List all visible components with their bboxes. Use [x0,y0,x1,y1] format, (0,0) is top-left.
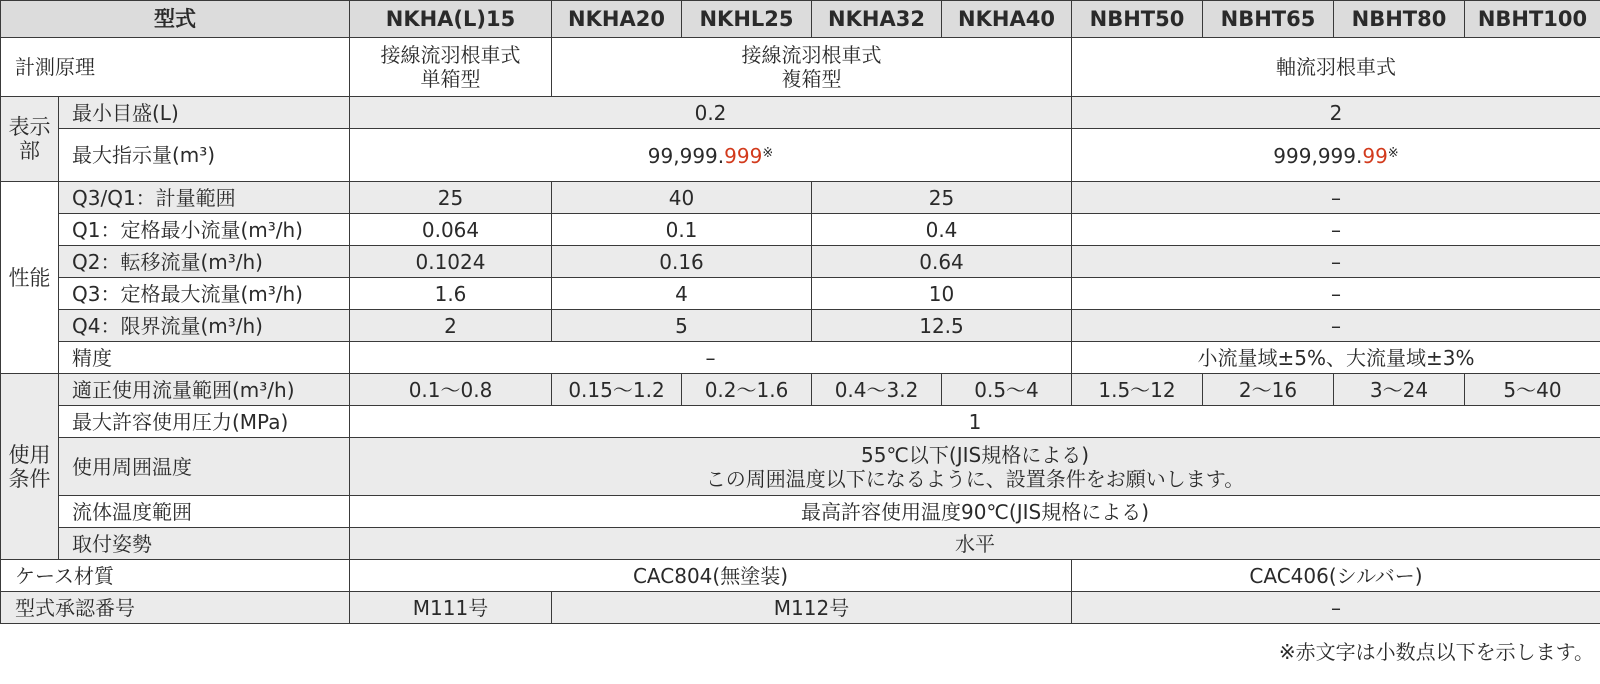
perf-value: 0.064 [350,214,552,246]
perf-value: 0.16 [552,246,812,278]
flow-range-value: 3〜24 [1334,374,1465,406]
flow-range-value: 1.5〜12 [1072,374,1203,406]
perf-value: 0.1 [552,214,812,246]
principle-row [1,38,1600,97]
flow-range-value: 0.15〜1.2 [552,374,682,406]
principle-axial: 軸流羽根車式 [1072,38,1600,97]
header-row [1,1,1600,38]
principle-label: 計測原理 [1,38,350,97]
principle-multi-line1: 接線流羽根車式 [741,43,882,67]
fluid-temp-value: 最高許容使用温度90℃(JIS規格による) [350,496,1600,528]
min-scale-a: 0.2 [350,97,1072,129]
perf-value: – [1072,214,1600,246]
type-label: 型式 [1,1,350,38]
perf-label: Q4：限界流量(m³/h) [59,310,350,342]
note-mark: ※ [1387,146,1399,161]
perf-value: – [1072,246,1600,278]
perf-value: – [1072,182,1600,214]
perf-row [1,214,1600,246]
model-header: NKHA(L)15 [350,1,552,38]
max-display-a [350,129,1072,182]
perf-value: 4 [552,278,812,310]
flow-range-value: 0.2〜1.6 [682,374,812,406]
perf-value: 0.1024 [350,246,552,278]
perf-value: – [1072,278,1600,310]
perf-value: 5 [552,310,812,342]
display-category: 表示部 [1,97,59,182]
max-display-row [1,129,1600,182]
accuracy-a: – [350,342,1072,374]
perf-value: 0.64 [812,246,1072,278]
fluid-temp-label: 流体温度範囲 [59,496,350,528]
perf-value: 12.5 [812,310,1072,342]
model-header: NBHT50 [1072,1,1203,38]
perf-value: 10 [812,278,1072,310]
model-header: NBHT100 [1465,1,1600,38]
mount-label: 取付姿勢 [59,528,350,560]
note-mark: ※ [762,146,774,161]
model-header: NBHT65 [1203,1,1334,38]
usage-category: 使用条件 [1,374,59,560]
max-display-b-decimal: 99 [1362,144,1388,168]
ambient-label: 使用周囲温度 [59,438,350,496]
accuracy-label: 精度 [59,342,350,374]
accuracy-b: 小流量域±5%、大流量域±3% [1072,342,1600,374]
max-display-a-int: 99,999. [647,144,725,168]
max-display-b [1072,129,1600,182]
mount-value: 水平 [350,528,1600,560]
flow-range-value: 5〜40 [1465,374,1600,406]
perf-value: – [1072,310,1600,342]
max-display-b-int: 999,999. [1273,144,1363,168]
perf-value: 0.4 [812,214,1072,246]
ambient-line1: 55℃以下(JIS規格による) [860,442,1089,467]
perf-row [1,182,1600,214]
case-value-a: CAC804(無塗装) [350,560,1072,592]
ambient-line2: この周囲温度以下になるように、設置条件をお願いします。 [705,466,1245,491]
flow-range-label: 適正使用流量範囲(m³/h) [59,374,350,406]
approval-none: – [1072,592,1600,624]
perf-value: 25 [350,182,552,214]
perf-row [1,246,1600,278]
fluid-temp-row [1,496,1600,528]
approval-m112: M112号 [552,592,1072,624]
perf-value: 25 [812,182,1072,214]
perf-label: Q3/Q1：計量範囲 [59,182,350,214]
principle-single-line2: 単箱型 [420,67,481,91]
perf-value: 1.6 [350,278,552,310]
principle-single [350,38,552,97]
principle-single-line1: 接線流羽根車式 [380,43,521,67]
perf-label: Q2：転移流量(m³/h) [59,246,350,278]
ambient-row [1,438,1600,496]
perf-label: Q3：定格最大流量(m³/h) [59,278,350,310]
pressure-value: 1 [350,406,1600,438]
approval-m111: M111号 [350,592,552,624]
perf-value: 2 [350,310,552,342]
case-label: ケース材質 [1,560,350,592]
mount-row [1,528,1600,560]
min-scale-row [1,97,1600,129]
perf-row [1,278,1600,310]
flow-range-value: 0.4〜3.2 [812,374,942,406]
approval-row [1,592,1600,624]
model-header: NKHA20 [552,1,682,38]
approval-label: 型式承認番号 [1,592,350,624]
min-scale-label: 最小目盛(L) [59,97,350,129]
model-header: NKHA40 [942,1,1072,38]
model-header: NBHT80 [1334,1,1465,38]
pressure-row [1,406,1600,438]
flow-range-value: 0.1〜0.8 [350,374,552,406]
case-row [1,560,1600,592]
flow-range-value: 0.5〜4 [942,374,1072,406]
max-display-label: 最大指示量(m³) [59,129,350,182]
min-scale-b: 2 [1072,97,1600,129]
footnote: ※赤文字は小数点以下を示します。 [1278,640,1594,664]
principle-multi [552,38,1072,97]
model-header: NKHL25 [682,1,812,38]
max-display-a-decimal: 999 [724,144,763,168]
principle-multi-line2: 複箱型 [781,67,842,91]
accuracy-row [1,342,1600,374]
flow-range-row [1,374,1600,406]
pressure-label: 最大許容使用圧力(MPa) [59,406,350,438]
case-value-b: CAC406(シルバー) [1072,560,1600,592]
perf-label: Q1：定格最小流量(m³/h) [59,214,350,246]
performance-category: 性能 [1,182,59,374]
perf-value: 40 [552,182,812,214]
flow-range-value: 2〜16 [1203,374,1334,406]
model-header: NKHA32 [812,1,942,38]
perf-row [1,310,1600,342]
ambient-value [350,438,1600,496]
